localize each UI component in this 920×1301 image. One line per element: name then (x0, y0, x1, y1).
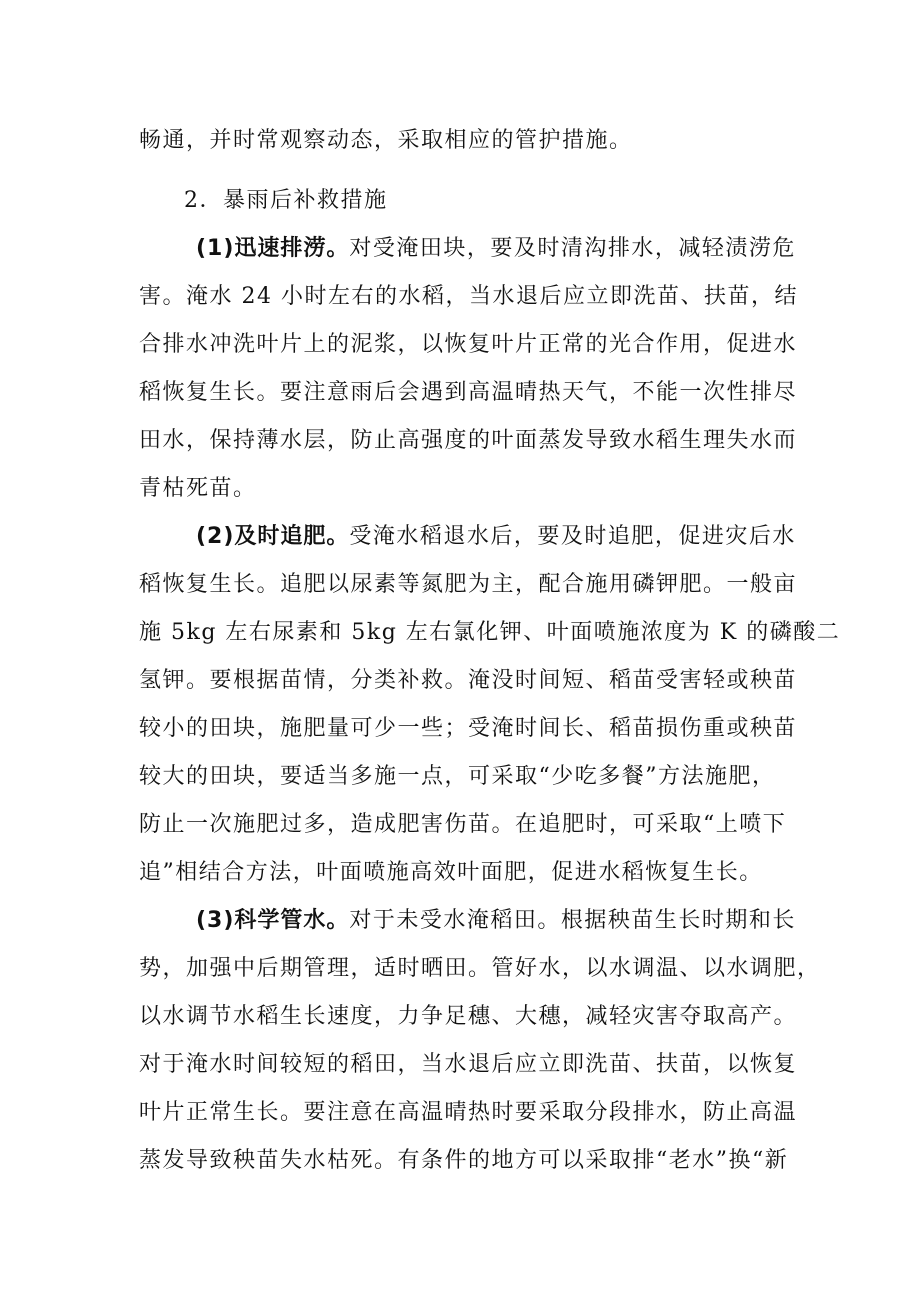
text-line: 青枯死苗。 (139, 476, 257, 501)
text-line: 害。淹水 24 小时左右的水稻，当水退后应立即洗苗、扶苗，结 (139, 284, 798, 309)
paragraph-3-first-line (196, 906, 796, 936)
text-line: 较小的田块，施肥量可少一些；受淹时间长、稻苗损伤重或秧苗 (139, 716, 798, 741)
text-line: 对于淹水时间较短的稻田，当水退后应立即洗苗、扶苗，以恢复 (139, 1052, 798, 1077)
paragraph-1-line-1: 对受淹田块，要及时清沟排水，减轻渍涝危 (349, 236, 796, 261)
text-line: 追”相结合方法，叶面喷施高效叶面肥，促进水稻恢复生长。 (139, 860, 763, 885)
paragraph-3-line-1: 对于未受水淹稻田。根据秧苗生长时期和长 (349, 908, 796, 933)
text-line: 稻恢复生长。追肥以尿素等氮肥为主，配合施用磷钾肥。一般亩 (139, 572, 798, 597)
text-line: 以水调节水稻生长速度，力争足穗、大穗，减轻灾害夺取高产。 (139, 1004, 798, 1029)
paragraph-1-title: (1)迅速排涝。 (196, 236, 350, 261)
paragraph-2-title: (2)及时追肥。 (196, 524, 350, 549)
section-heading: 2．暴雨后补救措施 (184, 188, 388, 213)
text-line: 田水，保持薄水层，防止高强度的叶面蒸发导致水稻生理失水而 (139, 428, 798, 453)
paragraph-1-first-line (196, 234, 796, 264)
text-line: 蒸发导致秧苗失水枯死。有条件的地方可以采取排“老水”换“新 (139, 1148, 789, 1173)
text-line: 叶片正常生长。要注意在高温晴热时要采取分段排水，防止高温 (139, 1100, 798, 1125)
text-line: 稻恢复生长。要注意雨后会遇到高温晴热天气，不能一次性排尽 (139, 380, 798, 405)
text-line: 施 5kg 左右尿素和 5kg 左右氯化钾、叶面喷施浓度为 K 的磷酸二 (139, 620, 841, 645)
text-line: 较大的田块，要适当多施一点，可采取“少吃多餐”方法施肥， (139, 764, 776, 789)
paragraph-2-line-1: 受淹水稻退水后，要及时追肥，促进灾后水 (349, 524, 796, 549)
text-line: 氢钾。要根据苗情，分类补救。淹没时间短、稻苗受害轻或秧苗 (139, 668, 798, 693)
text-line: 合排水冲洗叶片上的泥浆，以恢复叶片正常的光合作用，促进水 (139, 332, 798, 357)
text-line: 防止一次施肥过多，造成肥害伤苗。在追肥时，可采取“上喷下 (139, 812, 787, 837)
text-line: 畅通，并时常观察动态，采取相应的管护措施。 (139, 128, 633, 153)
text-line: 势，加强中后期管理，适时晒田。管好水，以水调温、以水调肥， (139, 956, 821, 981)
paragraph-3-title: (3)科学管水。 (196, 908, 350, 933)
paragraph-2-first-line (196, 522, 796, 552)
